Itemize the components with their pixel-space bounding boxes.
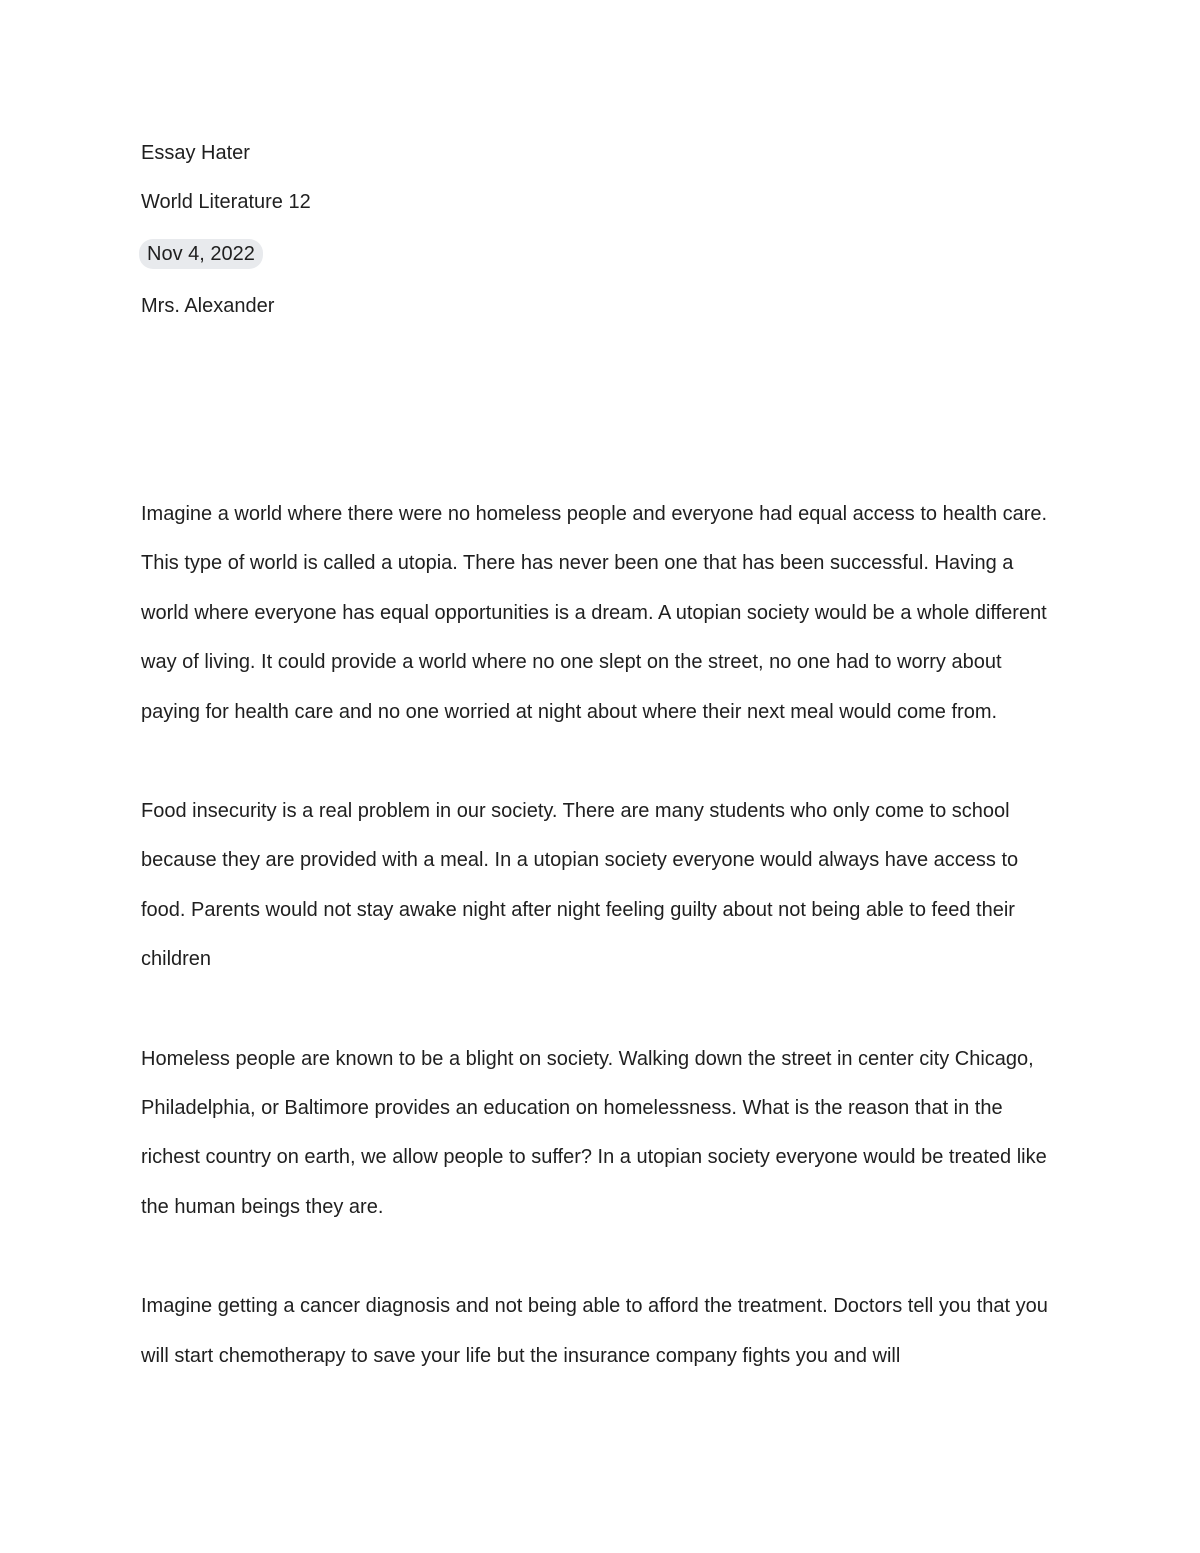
document-body — [141, 137, 1056, 1381]
course-name: World Literature 12 — [141, 191, 311, 213]
paragraph-health-care: Imagine getting a cancer diagnosis and not being able to afford the treatment. Doctors tell you that you will start chemotherapy to save your life but the insurance company fights you and will — [141, 1295, 1048, 1367]
teacher-name: Mrs. Alexander — [141, 295, 275, 317]
date-chip[interactable]: Nov 4, 2022 — [139, 239, 263, 269]
author-name: Essay Hater — [141, 142, 250, 164]
date-line — [141, 238, 1056, 270]
blank-space — [141, 339, 1056, 490]
paragraph-intro: Imagine a world where there were no homeless people and everyone had equal access to health care. This type of world is called a utopia. There has never been one that has been successful. Having a world where everyone has equal opportunities is a dream. A utopian society would be a whole different way of living. It could provide a world where no one slept on the street, no one had to worry about paying for health care and no one worried at night about where their next meal would come from. — [141, 503, 1048, 723]
paragraph-food-insecurity: Food insecurity is a real problem in our society. There are many students who only come to school because they are provided with a meal. In a utopian society everyone would always have access to food. Parents would not stay awake night after night feeling guilty about not being able to feed their children — [141, 800, 1019, 971]
paragraph-homelessness: Homeless people are known to be a blight on society. Walking down the street in center city Chicago, Philadelphia, or Baltimore provides an education on homelessness. What is the reason that in the richest country on earth, we allow people to suffer? In a utopian society everyone would be treated like the human beings they are. — [141, 1047, 1047, 1218]
